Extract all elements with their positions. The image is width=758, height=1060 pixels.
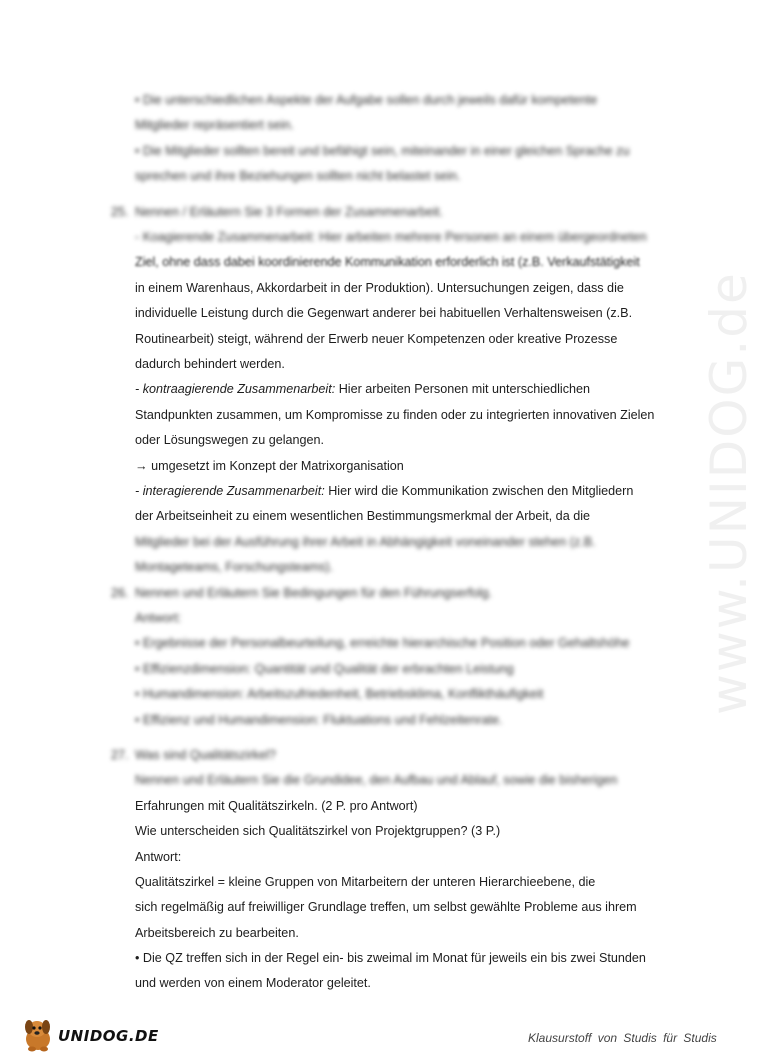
text-line: Nennen und Erläutern Sie die Grundidee, den Aufbau und Ablauf, sowie die bisherigen <box>135 773 618 787</box>
text-line: in einem Warenhaus, Akkordarbeit in der Produktion). Untersuchungen zeigen, dass die <box>135 281 624 295</box>
text-line: Standpunkten zusammen, um Kompromisse zu finden oder zu integrierten innovativen Zielen <box>135 408 655 422</box>
footer-logo <box>20 1015 170 1055</box>
bullet-item: • Effizienzdimension: Quantität und Qualität der erbrachten Leistung <box>135 662 514 676</box>
term-text: Hier arbeiten Personen mit unterschiedlichen <box>335 382 591 396</box>
footer-brand: UNIDOG.DE <box>58 1027 159 1045</box>
question-heading: Nennen und Erläutern Sie Bedingungen für den Führungserfolg. <box>135 586 493 600</box>
text-line: Erfahrungen mit Qualitätszirkeln. (2 P. pro Antwort) <box>135 799 418 813</box>
bullet-item: • Effizienz und Humandimension: Fluktuations und Fehlzeitenrate. <box>135 713 503 727</box>
text-line: Mitglieder bei der Ausführung ihrer Arbeit in Abhängigkeit voneinander stehen (z.B. <box>135 535 596 549</box>
text-line: • Die unterschiedlichen Aspekte der Aufgabe sollen durch jeweils dafür kompetente <box>135 93 598 107</box>
question-heading: Nennen / Erläutern Sie 3 Formen der Zusammenarbeit. <box>135 205 443 219</box>
text-line: oder Lösungswegen zu gelangen. <box>135 433 325 447</box>
text-line: Antwort: <box>135 850 182 864</box>
text-line: der Arbeitseinheit zu einem wesentlichen Bestimmungsmerkmal der Arbeit, da die <box>135 509 590 523</box>
question-number: 26. <box>111 586 129 600</box>
text-line: individuelle Leistung durch die Gegenwart anderer bei habituellen Verhaltensweisen (z.B. <box>135 306 633 320</box>
term-label: - interagierende Zusammenarbeit: <box>135 484 325 498</box>
text-line: Arbeitsbereich zu bearbeiten. <box>135 926 299 940</box>
text-line: - Koagierende Zusammenarbeit: Hier arbeiten mehrere Personen an einem übergeordneten <box>135 230 647 244</box>
bullet-item: • Die QZ treffen sich in der Regel ein- bis zweimal im Monat für jeweils ein bis zwei Stunden <box>135 951 646 965</box>
dog-icon <box>20 1015 56 1053</box>
footer-slogan: Klausurstoff von Studis für Studis <box>528 1031 717 1045</box>
text-line <box>135 381 695 397</box>
text-line: Mitglieder repräsentiert sein. <box>135 118 294 132</box>
text-line: dadurch behindert werden. <box>135 357 285 371</box>
text-line: Wie unterscheiden sich Qualitätszirkel von Projektgruppen? (3 P.) <box>135 824 501 838</box>
text-line: • Die Mitglieder sollten bereit und befähigt sein, miteinander in einer gleichen Sprache zu <box>135 144 630 158</box>
text-line: Routinearbeit) steigt, während der Erwerb neuer Kompetenzen oder kreative Prozesse <box>135 332 618 346</box>
text-line: → umgesetzt im Konzept der Matrixorganisation <box>135 459 404 473</box>
text-line: und werden von einem Moderator geleitet. <box>135 976 371 990</box>
bullet-item: • Ergebnisse der Personalbeurteilung, erreichte hierarchische Position oder Gehaltshöhe <box>135 636 630 650</box>
text-line: sprechen und ihre Beziehungen sollten nicht belastet sein. <box>135 169 461 183</box>
text-line: Ziel, ohne dass dabei koordinierende Kommunikation erforderlich ist (z.B. Verkaufstätigkeit <box>135 255 640 269</box>
text-line: Qualitätszirkel = kleine Gruppen von Mitarbeitern der unteren Hierarchieebene, die <box>135 875 596 889</box>
question-heading: Was sind Qualitätszirkel? <box>135 748 276 762</box>
watermark: www.UNIDOG.de <box>700 271 758 715</box>
text-line: Antwort: <box>135 611 182 625</box>
term-label: - kontraagierende Zusammenarbeit: <box>135 382 336 396</box>
text-line: sich regelmäßig auf freiwilliger Grundlage treffen, um selbst gewählte Probleme aus ihrem <box>135 900 637 914</box>
question-number: 25. <box>111 205 129 219</box>
text-line: Montageteams, Forschungsteams). <box>135 560 334 574</box>
text-line <box>135 483 695 499</box>
bullet-item: • Humandimension: Arbeitszufriedenheit, Betriebsklima, Konfliktháufigkeit <box>135 687 544 701</box>
question-number: 27. <box>111 748 129 762</box>
term-text: Hier wird die Kommunikation zwischen den Mitgliedern <box>324 484 634 498</box>
